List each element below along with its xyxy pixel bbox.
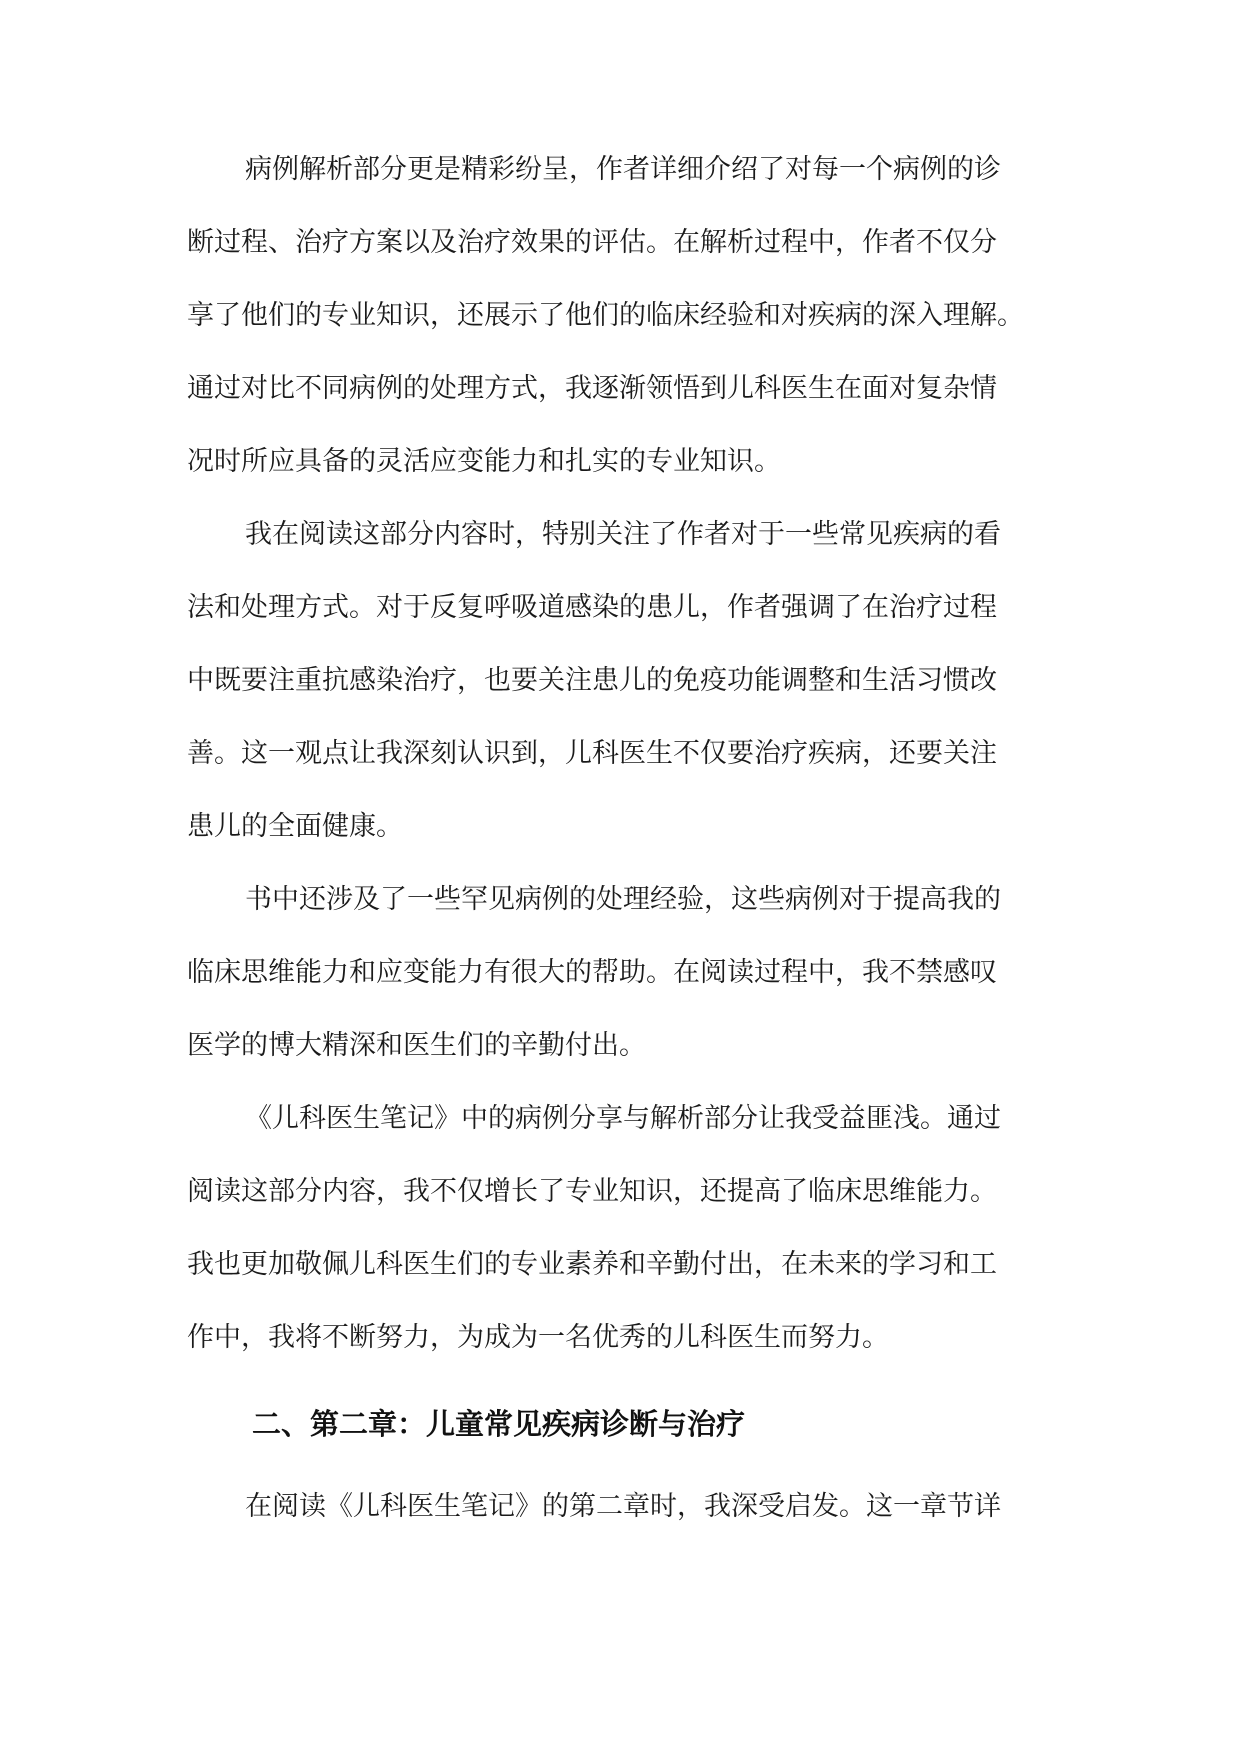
paragraph-4-line-1: 《儿科医生笔记》中的病例分享与解析部分让我受益匪浅。通过 [245, 1103, 1001, 1134]
paragraph-3-line-1: 书中还涉及了一些罕见病例的处理经验，这些病例对于提高我的 [245, 884, 1001, 915]
paragraph-2-line-2: 法和处理方式。对于反复呼吸道感染的患儿，作者强调了在治疗过程 [187, 592, 997, 623]
paragraph-4-line-2: 阅读这部分内容，我不仅增长了专业知识，还提高了临床思维能力。 [187, 1176, 997, 1207]
paragraph-2-line-5: 患儿的全面健康。 [187, 811, 403, 842]
paragraph-2-line-3: 中既要注重抗感染治疗，也要关注患儿的免疫功能调整和生活习惯改 [187, 665, 997, 696]
paragraph-1-line-5: 况时所应具备的灵活应变能力和扎实的专业知识。 [187, 446, 781, 477]
paragraph-1-line-3: 享了他们的专业知识，还展示了他们的临床经验和对疾病的深入理解。 [187, 300, 1024, 331]
paragraph-3-line-3: 医学的博大精深和医生们的辛勤付出。 [187, 1030, 646, 1061]
paragraph-1-line-2: 断过程、治疗方案以及治疗效果的评估。在解析过程中，作者不仅分 [187, 227, 997, 258]
paragraph-3-line-2: 临床思维能力和应变能力有很大的帮助。在阅读过程中，我不禁感叹 [187, 957, 997, 988]
paragraph-1-line-4: 通过对比不同病例的处理方式，我逐渐领悟到儿科医生在面对复杂情 [187, 373, 997, 404]
paragraph-2-line-4: 善。这一观点让我深刻认识到，儿科医生不仅要治疗疾病，还要关注 [187, 738, 997, 769]
paragraph-4-line-3: 我也更加敬佩儿科医生们的专业素养和辛勤付出，在未来的学习和工 [187, 1249, 997, 1280]
paragraph-2-line-1: 我在阅读这部分内容时，特别关注了作者对于一些常见疾病的看 [245, 519, 1001, 550]
paragraph-4-line-4: 作中，我将不断努力，为成为一名优秀的儿科医生而努力。 [187, 1322, 889, 1353]
closing-paragraph-line-1: 在阅读《儿科医生笔记》的第二章时，我深受启发。这一章节详 [245, 1491, 1001, 1522]
section-heading: 二、第二章：儿童常见疾病诊断与治疗 [252, 1407, 746, 1441]
paragraph-1-line-1: 病例解析部分更是精彩纷呈，作者详细介绍了对每一个病例的诊 [245, 154, 1001, 185]
